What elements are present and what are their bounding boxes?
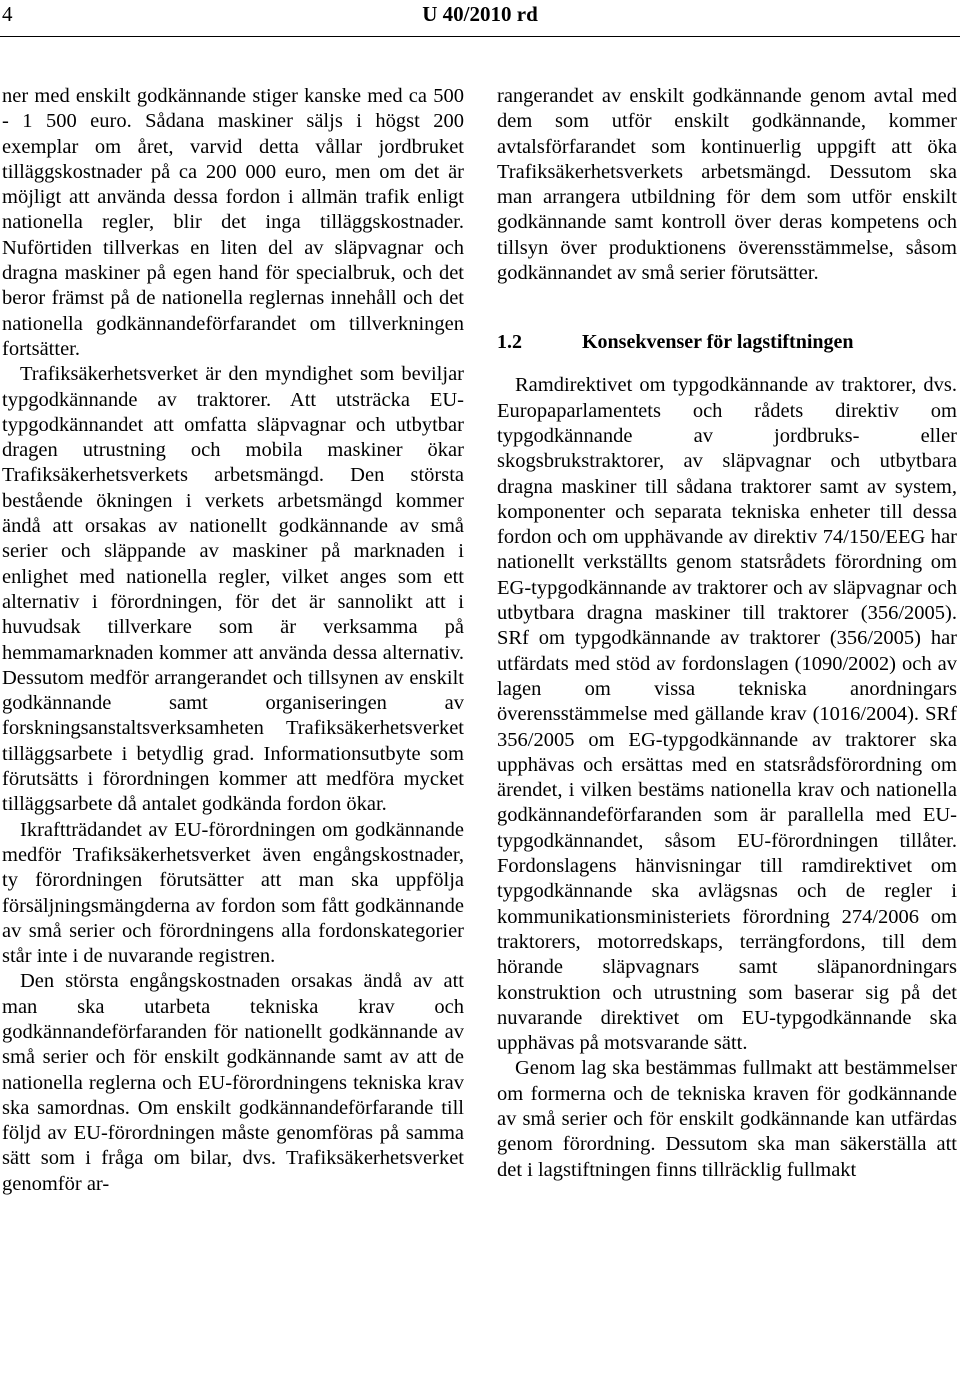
page-number: 4 xyxy=(2,2,13,26)
paragraph: Ikraftträdandet av EU-förordningen om godkännande medför Trafiksäkerhetsverket även engångskostnader, ty förordningen förutsätter att man ska uppfölja försäljningsmängderna av fordon som fått godkännande av små serier och förordningens alla fordonskategorier står inte i de nuvarande registren. xyxy=(2,818,464,968)
section-title: Konsekvenser för lagstiftningen xyxy=(582,331,854,354)
left-column xyxy=(2,84,464,1197)
paragraph-continued: rangerandet av enskilt godkännande genom avtal med dem som utför enskilt godkännande, kommer avtalsförfarandet som kontinuerlig uppgift att öka Trafiksäkerhetsverkets arbetsmängd. Dessutom ska man arrangera utbildning för dem som utför enskilt godkännande samt kontroll över deras kompetens och tillsyn över produktionens överensstämmelse, såsom godkännandet av små serier förutsätter. xyxy=(497,85,957,285)
publication-id: U 40/2010 rd xyxy=(422,2,538,26)
page-header xyxy=(0,0,960,34)
paragraph: Den största engångskostnaden orsakas ändå av att man ska utarbeta tekniska krav och godkännandeförfaranden för nationellt godkännande av små serier och för enskilt godkännande samt av att de nationella reglerna och EU-förordningens tekniska krav ska samordnas. Om enskilt godkännandeförfarande till följd av EU-förordningen måste genomföras på samma sätt som i fråga om bilar, dvs. Trafiksäkerhetsverket genomför ar- xyxy=(2,970,464,1195)
right-column xyxy=(497,84,957,1183)
paragraph: Trafiksäkerhetsverket är den myndighet som beviljar typgodkännande av traktorer. Att utsträcka EU-typgodkännandet att omfatta släpvagnar och utbytbar dragen utrustning och mobila maskiner ökar Trafiksäkerhetsverkets arbetsmängd. Den största bestående ökningen i verkets arbetsmängd kommer ändå att orsakas av nationellt godkännande av små serier och släppande av maskiner på marknaden i enlighet med nationella regler, vilket anges som ett alternativ i förordningen, för det är sannolikt att i huvudsak tillverkare som är verksamma på hemmamarknaden kommer att använda dessa alternativ. Dessutom medför arrangerandet och tillsynen av enskilt godkännande samt organiseringen av forskningsanstaltsverksamheten Trafiksäkerhetsverket tilläggsarbete i betydlig grad. Informationsutbyte som förutsätts i förordningen kommer att medföra mycket tilläggsarbete då antalet godkända fordon ökar. xyxy=(2,363,464,816)
section-number: 1.2 xyxy=(497,331,522,354)
paragraph: Ramdirektivet om typgodkännande av traktorer, dvs. Europaparlamentets och rådets direktiv om typgodkännande av jordbruks- eller skogsbrukstraktorer, av släpvagnar och utbytbara dragna maskiner till sådana traktorer samt av system, komponenter och separata tekniska enheter till dessa fordon och om upphävande av direktiv 74/150/EEG har nationellt verkställts genom statsrådets förordning om EG-typgodkännande av traktorer och av släpvagnar och utbytbara dragna maskiner till traktorer (356/2005). SRf om typgodkännande av traktorer (356/2005) har utfärdats med stöd av fordonslagen (1090/2002) och av lagen om vissa tekniska anordningars överensstämmelse med gällande krav (1016/2004). SRf 356/2005 om EG-typgodkännande av traktorer ska upphävas och ersättas med en statsrådsförordning om ärendet, i vilken bestäms nationella krav och nationella godkännandeförfaranden som är parallella med EU-typgodkännandet, såsom EU-förordningen tillåter. Fordonslagens hänvisningar till ramdirektivet om typgodkännande ska avlägsnas och de regler i kommunikationsministeriets förordning 274/2006 om traktorers, motorredskaps, terrängfordons, till dem hörande släpvagnars samt släpanordningars konstruktion och utrustning som baserar sig på det nuvarande direktivet om EU-typgodkännande ska upphävas på motsvarande sätt. xyxy=(497,374,957,1055)
paragraph: ner med enskilt godkännande stiger kanske med ca 500 - 1 500 euro. Sådana maskiner säljs i högst 200 exemplar om året, varvid detta vållar jordbruket tilläggskostnader på ca 200 000 euro, men om det är möjligt att använda dessa fordon i allmän trafik enligt nationella regler, blir det inga tilläggskostnader. Nuförtiden tillverkas en liten del av släpvagnar och dragna maskiner på egen hand för specialbruk, och det beror främst på de nationella reglernas innehåll och det nationella godkännandeförfarandet om tillverkningen fortsätter. xyxy=(2,85,464,360)
paragraph: Genom lag ska bestämmas fullmakt att bestämmelser om formerna och de tekniska kraven för godkännande av små serier och för enskilt godkännande kan utfärdas genom förordning. Dessutom ska man säkerställa att det i lagstiftningen finns tillräcklig fullmakt xyxy=(497,1057,957,1181)
section-heading xyxy=(497,330,957,355)
header-rule xyxy=(0,36,960,37)
